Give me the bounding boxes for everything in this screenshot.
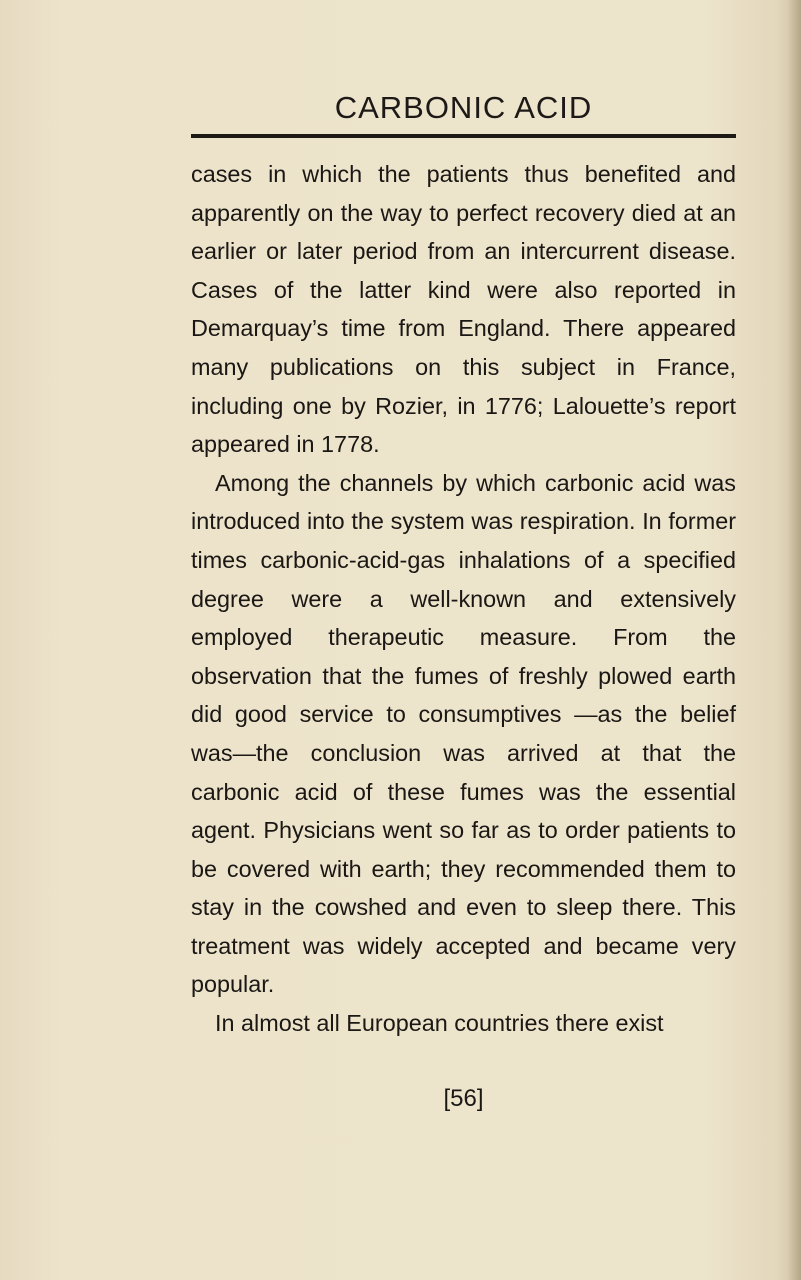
running-head: CARBONIC ACID — [334, 90, 593, 125]
body-text — [191, 155, 736, 1043]
paragraph-continuation: cases in which the patients thus benefited and apparently on the way to perfect recovery died at an earlier or later period from an intercurrent disease. Cases of the latter kind were also reported in Demarquay’s time from England. There appeared many publications on this subject in France, including one by Rozier, in 1776; Lalouette’s report appeared in 1778. — [191, 161, 736, 458]
paragraph-european-countries: In almost all European countries there exist — [215, 1010, 664, 1037]
header-rule — [191, 134, 736, 138]
page-edge-shadow — [787, 0, 801, 1280]
page-number: [56] — [443, 1085, 484, 1112]
paragraph-channels: Among the channels by which carbonic acid was introduced into the system was respiration. In former times carbonic-acid-gas inhalations of a specified degree were a well-known and extensively employed therapeutic measure. From the observation that the fumes of freshly plowed earth did good service to consumptives —as the belief was—the conclusion was arrived at that the carbonic acid of these fumes was the essential agent. Physicians went so far as to order patients to be covered with earth; they recommended them to stay in the cowshed and even to sleep there. This treatment was widely accepted and became very popular. — [191, 469, 736, 998]
